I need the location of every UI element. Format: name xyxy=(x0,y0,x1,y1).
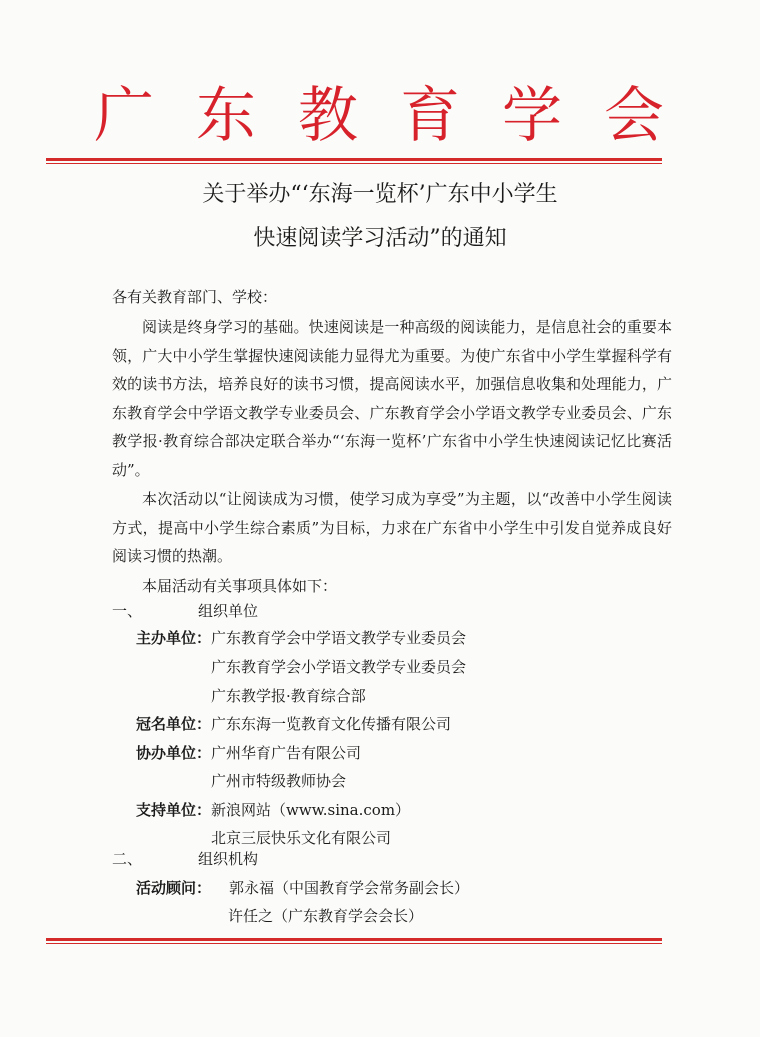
support-label: 支持单位： xyxy=(136,801,212,819)
section-organizers-heading xyxy=(112,597,258,625)
host-label: 主办单位： xyxy=(136,629,212,647)
section-number: 一、 xyxy=(112,602,143,620)
advisor-name: 许任之（广东教育学会会长） xyxy=(228,907,424,925)
co-organizer-row xyxy=(136,739,361,767)
title-sponsor-label: 冠名单位： xyxy=(136,715,212,733)
header-red-rule xyxy=(46,158,662,164)
paragraph-theme: 本次活动以“让阅读成为习惯，使学习成为享受”为主题，以“改善中小学生阅读方式，提高中小学生综合素质”为目标，力求在广东省中小学生中引发自觉养成良好阅读习惯的热潮。 xyxy=(112,490,672,565)
title-sponsor-row xyxy=(136,710,451,738)
org-header-title: 广东教育学会 xyxy=(94,81,706,151)
advisor-name: 郭永福（中国教育学会常务副会长） xyxy=(229,879,470,897)
co-organizer-unit: 广州华育广告有限公司 xyxy=(211,744,362,762)
advisor-row xyxy=(136,874,469,902)
paragraph-intro: 阅读是终身学习的基础。快速阅读是一种高级的阅读能力，是信息社会的重要本领，广大中小学生掌握快速阅读能力显得尤为重要。为使广东省中小学生掌握科学有效的读书方法，培养良好的读书习惯，提高阅读水平，加强信息收集和处理能力，广东教育学会中学语文教学专业委员会、广东教育学会小学语文教学专业委员会、广东教学报·教育综合部决定联合举办“‘东海一览杯’广东省中小学生快速阅读记忆比赛活动”。 xyxy=(112,318,672,479)
support-unit: 新浪网站（www.sina.com） xyxy=(211,801,411,819)
footer-red-rule xyxy=(46,938,662,944)
co-organizer-unit: 广州市特级教师协会 xyxy=(211,772,347,790)
host-unit: 广东教育学会中学语文教学专业委员会 xyxy=(211,629,467,647)
support-unit: 北京三辰快乐文化有限公司 xyxy=(211,829,392,847)
section-heading: 组织机构 xyxy=(198,850,259,868)
advisor-label: 活动顾问： xyxy=(136,879,212,897)
section-heading: 组织单位 xyxy=(198,602,259,620)
host-unit: 广东教学报·教育综合部 xyxy=(211,687,366,705)
salutation: 各有关教育部门、学校： xyxy=(112,288,278,306)
notice-title-line1: 关于举办“‘东海一览杯’广东中小学生 xyxy=(202,182,558,207)
host-row xyxy=(136,624,466,652)
notice-title-line2: 快速阅读学习活动”的通知 xyxy=(253,226,507,251)
host-unit: 广东教育学会小学语文教学专业委员会 xyxy=(211,658,467,676)
title-sponsor-unit: 广东东海一览教育文化传播有限公司 xyxy=(211,715,452,733)
support-row xyxy=(136,796,410,824)
paragraph-details-lead: 本届活动有关事项具体如下： xyxy=(142,577,338,595)
section-organization-heading xyxy=(112,845,258,873)
section-number: 二、 xyxy=(112,850,143,868)
co-organizer-label: 协办单位： xyxy=(136,744,212,762)
